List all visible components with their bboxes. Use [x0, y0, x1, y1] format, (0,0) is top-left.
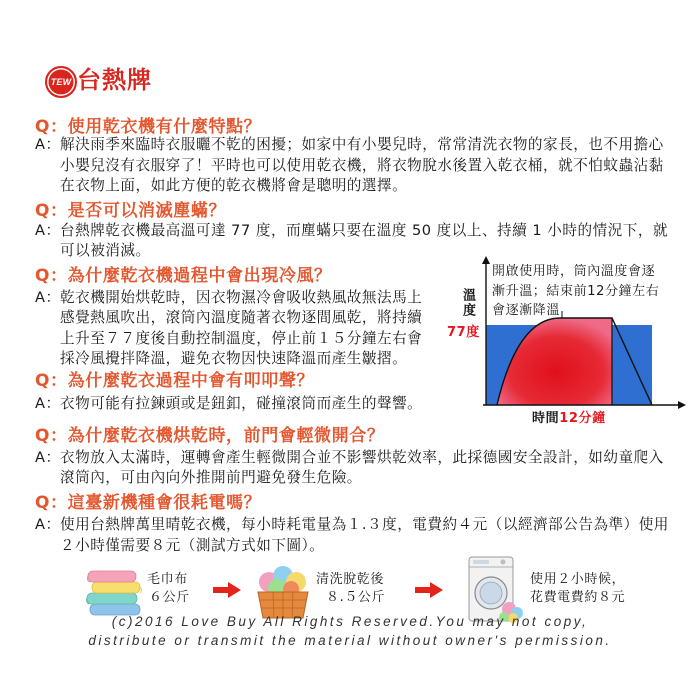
step-3-usage: 使用２小時候， [530, 572, 626, 587]
answer-1-line-1 [35, 135, 664, 155]
answer-3-line-1 [35, 288, 422, 308]
answer-3-line-2: 感覺熱風吹出，滾筒內溫度隨著衣物逐間風乾，將持續 [60, 309, 423, 326]
answer-2-line-2: 可以被消滅。 [60, 242, 151, 259]
question-text: 為什麼乾衣機烘乾時，前門會輕微開合？ [67, 426, 385, 446]
a-prefix: A： [35, 136, 61, 153]
x-axis-arrow-icon [678, 401, 686, 409]
answer-5-line-2: 滾筒內，可由內向外推開前門避免發生危險。 [60, 469, 362, 486]
step-1-weight: ６公斤 [149, 590, 190, 605]
tew-logo-icon [45, 66, 77, 98]
question-text: 使用乾衣機有什麼特點？ [67, 117, 262, 137]
a-prefix: A： [35, 289, 61, 306]
copyright-line-2: distribute or transmit the material without owner's permission. [88, 633, 612, 648]
q-prefix: Q： [35, 493, 68, 513]
step-2-weight: ８.５公斤 [326, 590, 386, 605]
a-prefix: A： [35, 395, 61, 412]
a-prefix: A： [35, 516, 61, 533]
q-prefix: Q： [35, 371, 68, 391]
y-axis-label: 溫度 [460, 288, 475, 318]
brand-name: 台熱牌 [77, 66, 152, 94]
x-axis-label-text: 時間 [532, 411, 560, 426]
question-5 [35, 426, 384, 446]
y-axis-arrow-icon [482, 256, 490, 264]
copyright-line-1: (c)2016 Love Buy All Rights Reserved.You may not copy, [111, 614, 589, 629]
question-1 [35, 117, 261, 137]
step-3-cost: 花費電費約８元 [530, 590, 626, 605]
q-prefix: Q： [35, 201, 68, 221]
a-prefix: A： [35, 449, 61, 466]
answer-text: 衣物放入太滿時，運轉會產生輕微開合並不影響烘乾效率，此採德國安全設計，如幼童爬入 [60, 449, 664, 466]
q-prefix: Q： [35, 266, 68, 286]
a-prefix: A： [35, 222, 61, 239]
answer-4-line-1 [35, 394, 422, 414]
x-axis-duration: 12分鐘 [559, 411, 606, 426]
answer-1-line-3: 在衣物上面，如此方便的乾衣機將會是聰明的選擇。 [60, 177, 408, 194]
answer-5-line-1 [35, 448, 664, 468]
answer-1-line-2: 小嬰兒沒有衣服穿了！平時也可以使用乾衣機，將衣物脫水後置入乾衣桶，就不怕蚊蟲沾黏 [60, 157, 664, 174]
answer-text: 台熱牌乾衣機最高溫可達 77 度，而塵蟎只要在溫度 50 度以上、持續 1 小時的情況下，就 [60, 222, 669, 239]
step-2-item: 清洗脫乾後 [316, 572, 385, 587]
question-text: 這臺新機種會很耗電嗎？ [67, 493, 262, 513]
question-text: 是否可以消滅塵蟎？ [67, 201, 227, 221]
question-2 [35, 201, 226, 221]
towels-icon [85, 560, 145, 618]
right-arrow-icon [213, 582, 241, 598]
answer-text: 解決雨季來臨時衣服曬不乾的困擾；如家中有小嬰兒時，常常清洗衣物的家長，也不用擔心 [60, 136, 664, 153]
answer-2-line-1 [35, 221, 668, 241]
question-text: 為什麼乾衣過程中會有叩叩聲？ [67, 371, 315, 391]
right-arrow-icon [415, 582, 443, 598]
answer-3-line-4: 採冷風攪拌降溫，避免衣物因快速降溫而產生皺摺。 [60, 350, 408, 367]
answer-text: 乾衣機開始烘乾時，因衣物濕冷會吸收熱風故無法馬上 [60, 289, 423, 306]
diagram-note-line-1: 開啟使用時，筒內溫度會逐 [492, 264, 656, 279]
answer-6-line-2: ２小時僅需要８元（測試方式如下圖）。 [60, 537, 325, 554]
answer-text: 使用台熱牌萬里晴乾衣機，每小時耗電量為１.３度，電費約４元（以經濟部公告為準）使用 [60, 516, 669, 533]
question-text: 為什麼乾衣機過程中會出現冷風？ [67, 266, 332, 286]
answer-3-line-3: 上升至７７度後自動控制溫度，停止前１５分鐘左右會 [60, 330, 423, 347]
question-6 [35, 493, 261, 513]
answer-6-line-1 [35, 515, 669, 535]
max-temp-label: 77度 [447, 325, 480, 340]
q-prefix: Q： [35, 426, 68, 446]
diagram-note-line-3: 會逐漸降溫 [492, 303, 561, 318]
answer-text: 衣物可能有拉鍊頭或是鈕釦，碰撞滾筒而產生的聲響。 [60, 395, 423, 412]
diagram-note-line-2: 漸升溫；結束前12分鐘左右 [492, 284, 660, 299]
x-axis-label [532, 410, 606, 428]
question-3 [35, 266, 332, 286]
question-4 [35, 371, 314, 391]
logo-text: TEW [50, 77, 72, 87]
step-1-item: 毛巾布 [147, 572, 188, 587]
q-prefix: Q： [35, 117, 68, 137]
